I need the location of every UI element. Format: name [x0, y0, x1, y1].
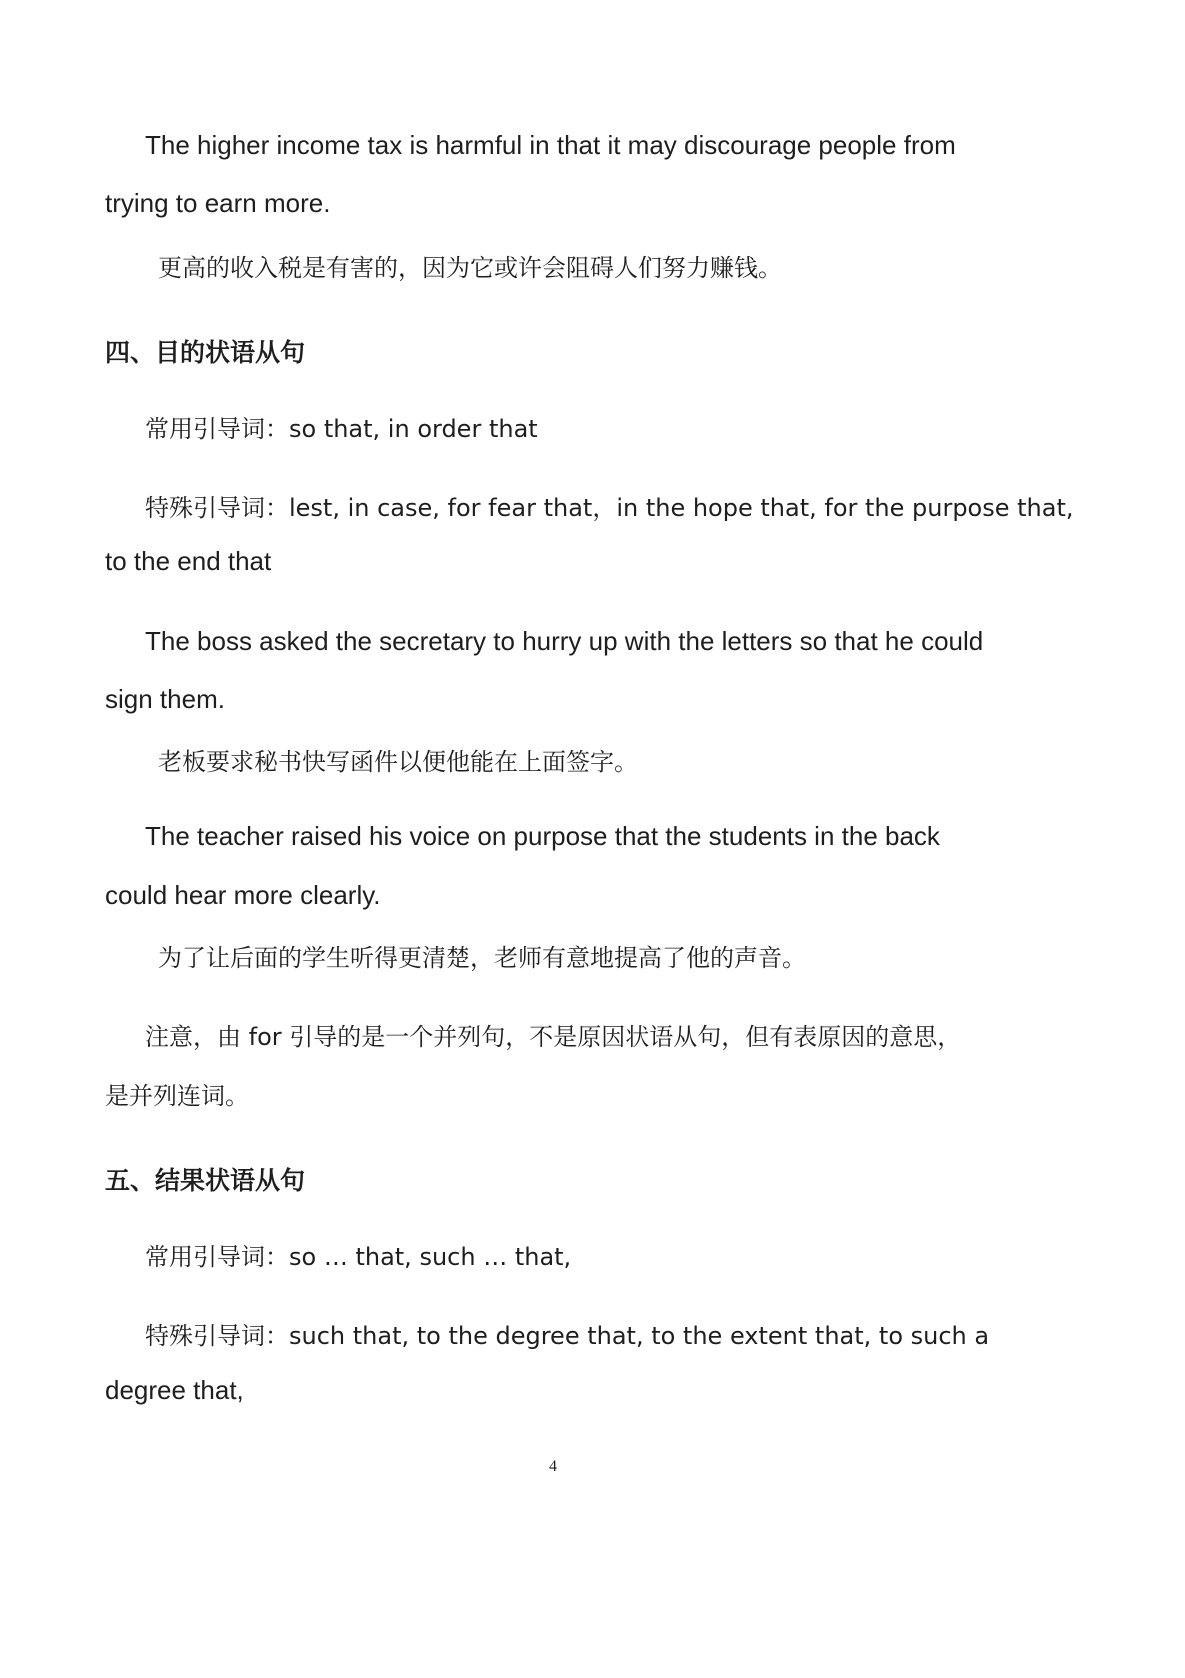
- translation-3: 为了让后面的学生听得更清楚，老师有意地提高了他的声音。: [158, 944, 806, 972]
- common-conjunctions-result: 常用引导词：so … that, such … that,: [145, 1243, 572, 1271]
- special-conjunctions-result-line-2: degree that,: [105, 1375, 244, 1405]
- note-line-1: 注意，由 for 引导的是一个并列句，不是原因状语从句，但有表原因的意思，: [145, 1023, 962, 1051]
- example-sentence-1-line-1: The higher income tax is harmful in that it may discourage people from: [145, 130, 956, 160]
- note-line-2: 是并列连词。: [105, 1082, 249, 1110]
- example-sentence-2-line-2: sign them.: [105, 684, 225, 714]
- example-sentence-3-line-2: could hear more clearly.: [105, 880, 381, 910]
- special-conjunctions-result-line-1: 特殊引导词：such that, to the degree that, to the extent that, to such a: [145, 1322, 990, 1350]
- example-sentence-1-line-2: trying to earn more.: [105, 188, 331, 218]
- translation-1: 更高的收入税是有害的，因为它或许会阻碍人们努力赚钱。: [158, 254, 782, 282]
- example-sentence-2-line-1: The boss asked the secretary to hurry up with the letters so that he could: [145, 626, 984, 656]
- section-heading-purpose-clause: 四、目的状语从句: [105, 338, 306, 367]
- example-sentence-3-line-1: The teacher raised his voice on purpose that the students in the back: [145, 821, 940, 851]
- page-number: 4: [549, 1458, 557, 1475]
- special-conjunctions-purpose-line-2: to the end that: [105, 546, 272, 576]
- special-conjunctions-purpose-line-1: 特殊引导词：lest, in case, for fear that，in the hope that, for the purpose that,: [145, 494, 1074, 522]
- common-conjunctions-purpose: 常用引导词：so that, in order that: [145, 415, 538, 443]
- section-heading-result-clause: 五、结果状语从句: [105, 1166, 306, 1195]
- translation-2: 老板要求秘书快写函件以便他能在上面签字。: [158, 748, 638, 776]
